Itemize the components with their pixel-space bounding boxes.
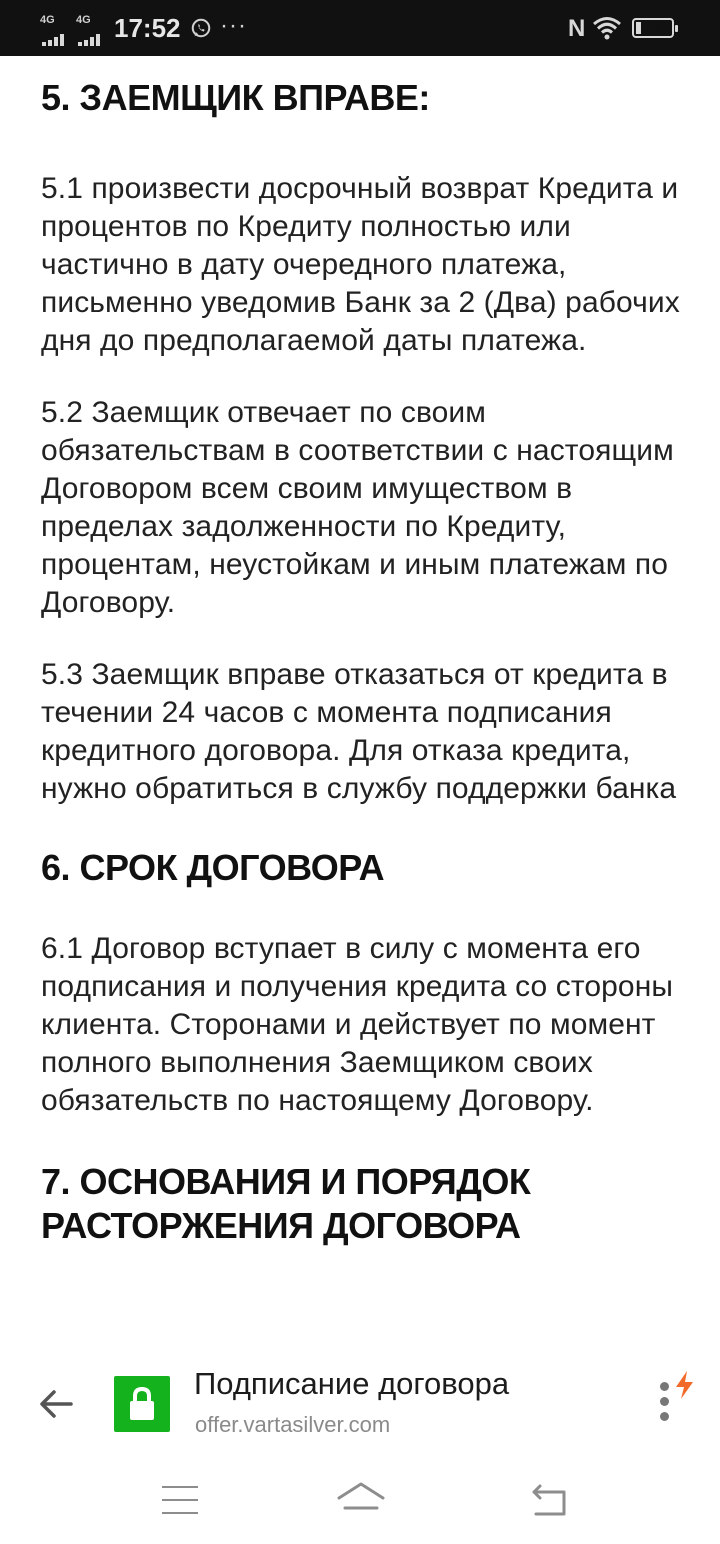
network-type-sim2: 4G (76, 14, 91, 26)
page-title[interactable]: Подписание договора (194, 1366, 510, 1401)
back-icon[interactable] (530, 1482, 568, 1518)
clause-5-2: 5.2 Заемщик отвечает по своим обязательствам в соответствии с настоящим Договором всем своим имуществом в пределах задолженности по Кредиту, процентам, неустойкам и иным платежам по Договору. (41, 396, 674, 619)
battery-icon (632, 18, 674, 38)
whatsapp-icon (190, 17, 212, 39)
clock: 17:52 (114, 13, 181, 43)
section-heading-6: 6. СРОК ДОГОВОРА (41, 847, 385, 888)
more-notifications-icon: ··· (220, 12, 247, 39)
signal-icon-sim2 (76, 14, 110, 40)
signal-icon-sim1 (40, 14, 74, 40)
browser-bar (0, 1352, 720, 1460)
section-heading-5: 5. ЗАЕМЩИК ВПРАВЕ: (41, 77, 430, 118)
lock-icon (114, 1376, 170, 1432)
network-type-sim1: 4G (40, 14, 55, 26)
system-nav-bar (0, 1460, 720, 1544)
status-bar (0, 0, 720, 56)
section-heading-7: 7. ОСНОВАНИЯ И ПОРЯДОК РАСТОРЖЕНИЯ ДОГОВОРА (41, 1161, 531, 1246)
flash-icon (672, 1370, 696, 1400)
clause-5-3: 5.3 Заемщик вправе отказаться от кредита в течении 24 часов с момента подписания кредитного договора. Для отказа кредита, нужно обратиться в службу поддержки банка (41, 658, 677, 805)
page-content (41, 58, 681, 1248)
back-arrow-icon[interactable] (38, 1386, 74, 1422)
wifi-icon (592, 16, 622, 40)
recents-icon[interactable] (162, 1486, 198, 1518)
home-icon[interactable] (336, 1480, 386, 1520)
page-url[interactable]: offer.vartasilver.com (195, 1412, 391, 1437)
secure-lock-badge[interactable] (114, 1376, 170, 1432)
nfc-icon: N (568, 15, 586, 42)
battery-level: 13 (645, 20, 661, 35)
clause-6-1: 6.1 Договор вступает в силу с момента его подписания и получения кредита со стороны клиента. Сторонами и действует по момент полного выполнения Заемщиком своих обязательств по настоящему Договору. (41, 932, 674, 1117)
clause-5-1: 5.1 произвести досрочный возврат Кредита и процентов по Кредиту полностью или частично в дату очередного платежа, письменно уведомив Банк за 2 (Два) рабочих дня до предполагаемой даты платежа. (41, 172, 680, 357)
